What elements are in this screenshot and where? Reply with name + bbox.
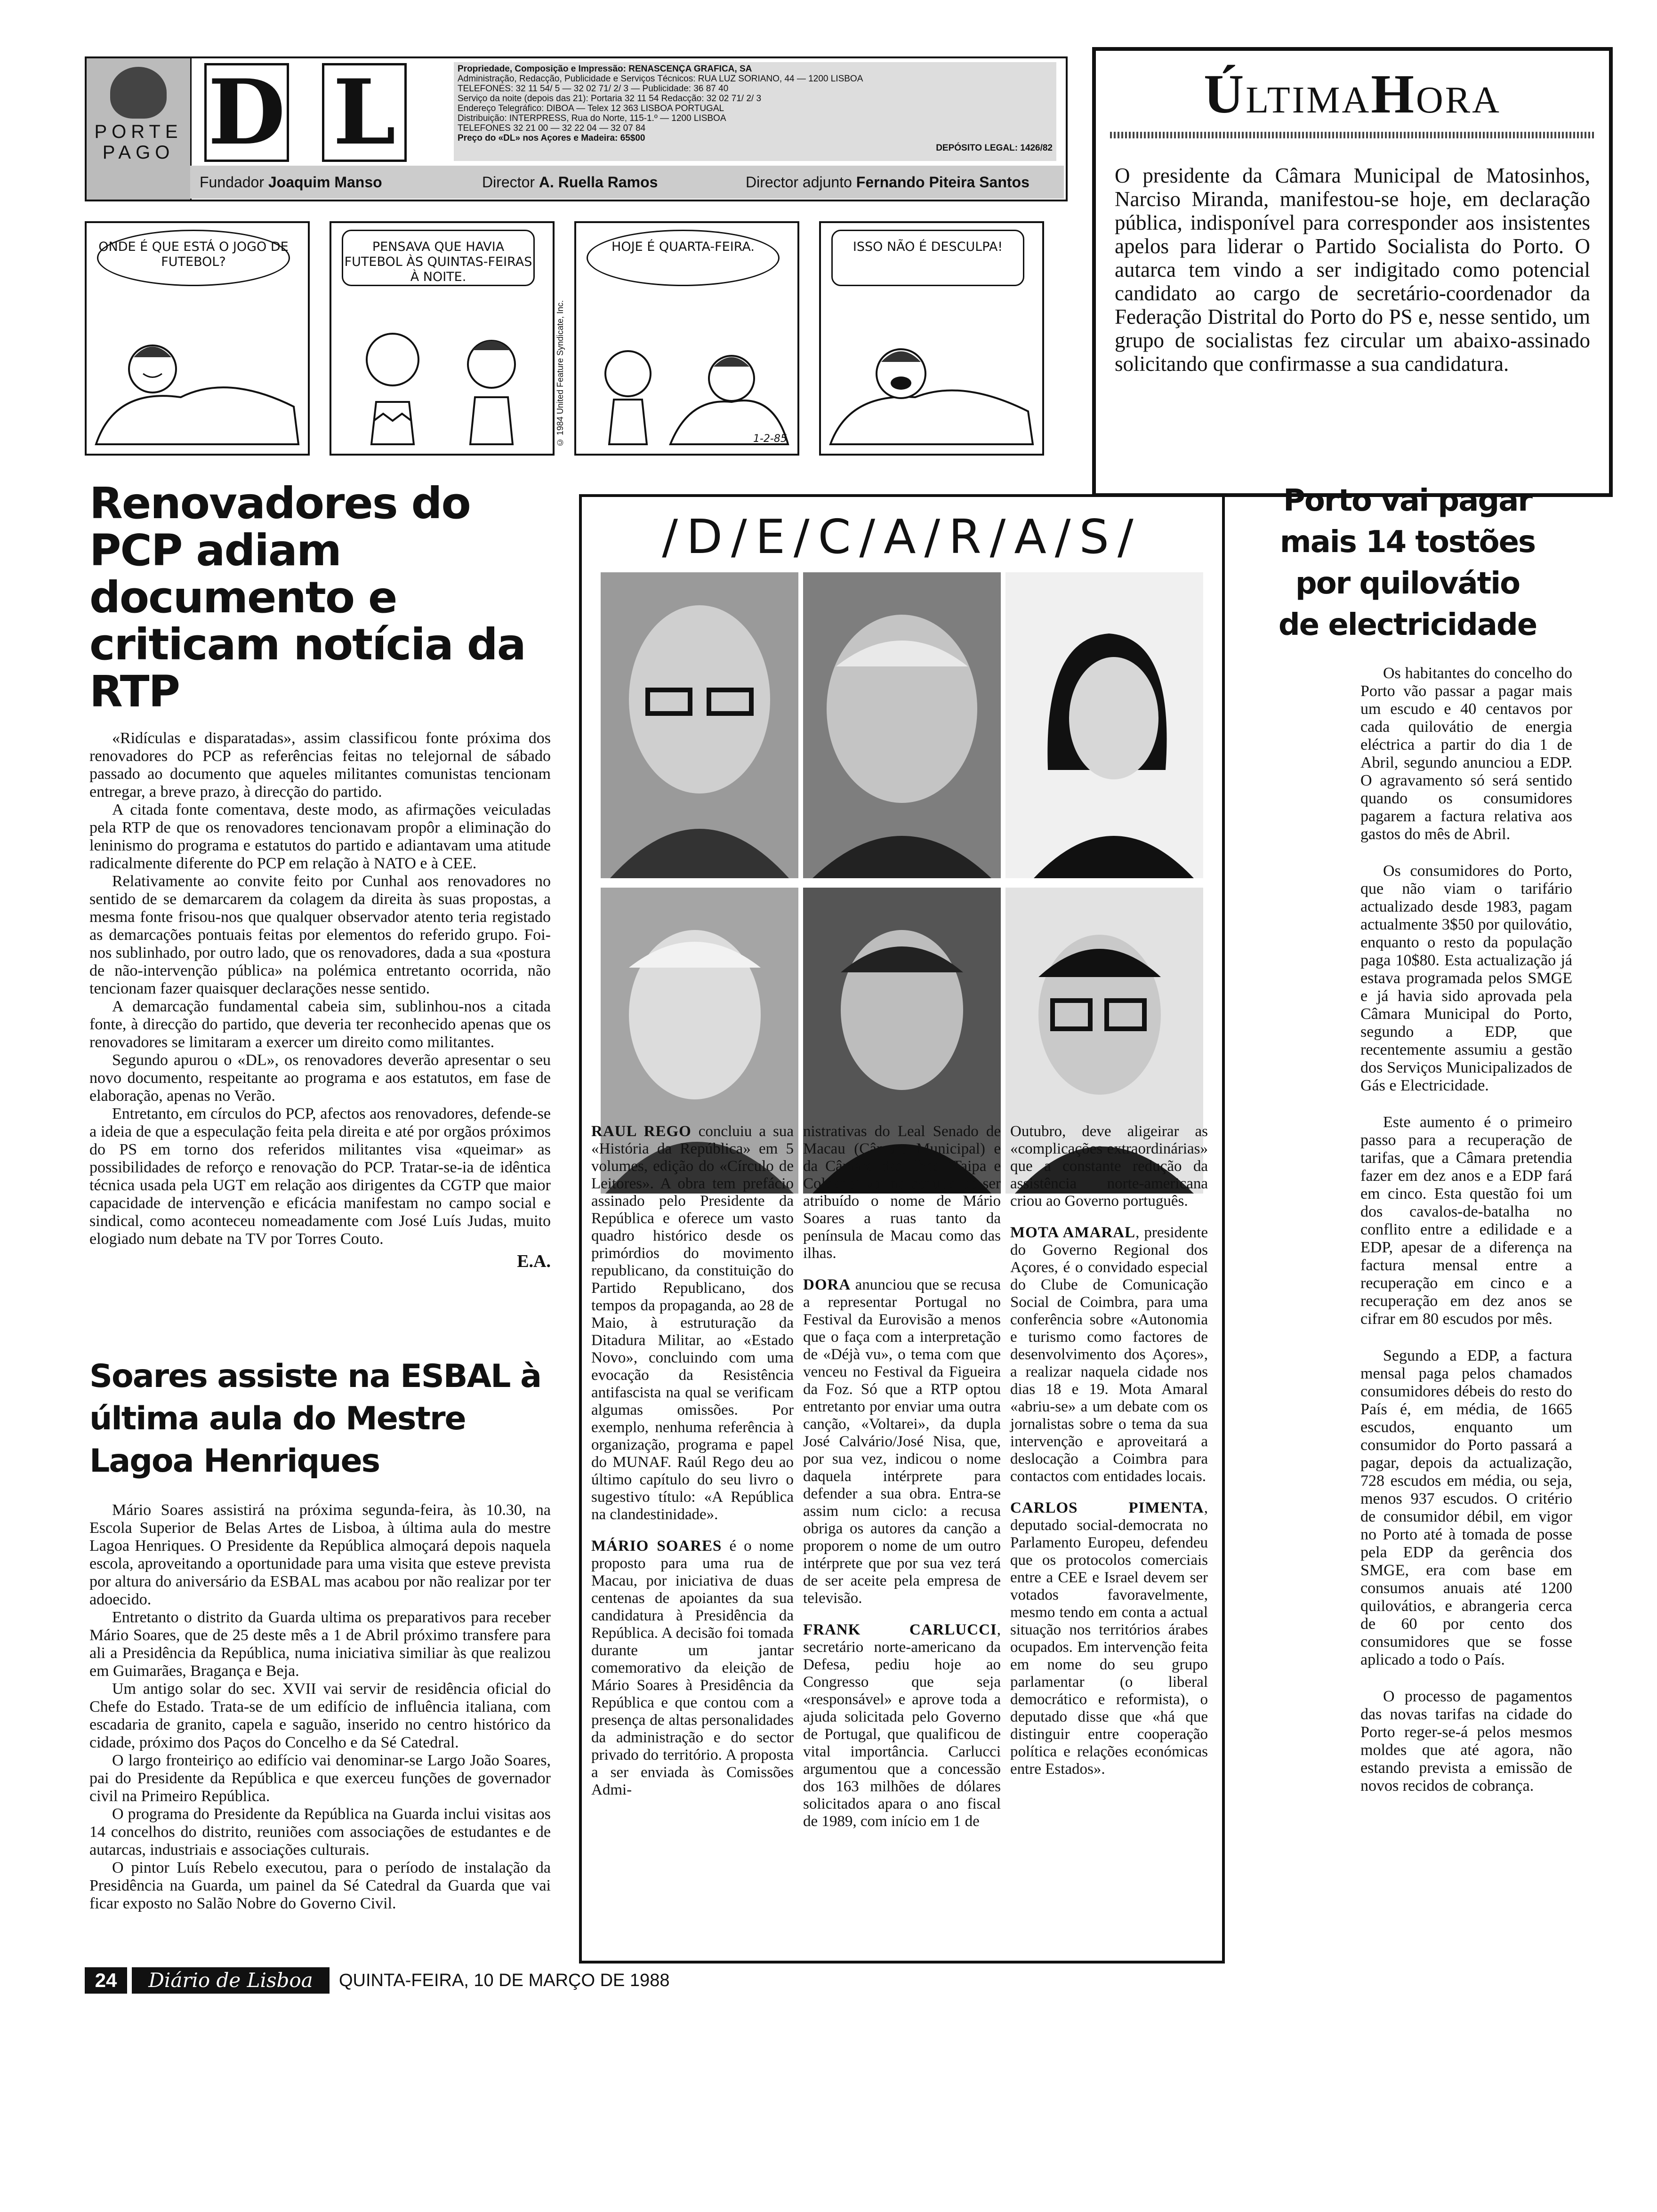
ultima-hora-text: O presidente da Câmara Municipal de Matosinhos, Narciso Miranda, manifestou-se hoje, em declaração pública, indisponível para corresponder aos insistentes apelos para liderar o Partido Socialista do Porto. O autarca tem vindo a ser indigitado como potencial candidato ao cargo de secretário-coordenador da Federação Distrital do Porto do PS e, nesse sentido, um grupo de socialistas fez circular um abaixo-assinado solicitando que confirmasse a sua candidatura. <box>1115 164 1590 376</box>
news-item <box>591 1538 794 1799</box>
article-body <box>1243 665 1572 1795</box>
item-text: Outubro, deve aligeirar as «complicações extraordinárias» que a constante redução da assistência norte-americana criou ao Governo português. <box>1010 1123 1208 1210</box>
ultima-hora-box <box>1092 47 1613 497</box>
lucy-lying-icon <box>87 303 308 454</box>
item-name: RAUL REGO <box>591 1123 692 1140</box>
info-line: TELEFONES: 32 11 54/ 5 — 32 02 71/ 2/ 3 — Publicidade: 36 87 40 <box>458 84 729 94</box>
paragraph: A demarcação fundamental cabeia sim, sublinhou-nos a citada fonte, à direcção do partido, que deveria ter reconhecido apenas que os renovadores se limitaram a exercer um direito como militantes. <box>89 998 551 1051</box>
comic-panel-3 <box>574 221 799 456</box>
news-item <box>803 1276 1001 1607</box>
news-item <box>1010 1224 1208 1485</box>
item-text: , deputado social-democrata no Parlamento Europeu, defendeu que os protocolos comerciais entre a CEE e Israel devem ser votados favoravelmente, mesmo tendo em conta a actual situação nos territórios árabes ocupados. Em intervenção feita em nome do seu grupo parlamentar (o liberal democrático e reformista), o deputado disse que «há que distinguir entre cooperação política e relações económicas entre Estados». <box>1010 1499 1208 1778</box>
porte-pago-label: PORTE PAGO <box>94 121 183 163</box>
paragraph: O largo fronteiriço ao edifício vai denominar-se Largo João Soares, pai do Presidente da República e que exerceu funções de governador civil na Primeiro República. <box>89 1752 551 1805</box>
item-text: , presidente do Governo Regional dos Açores, é o convidado especial do Clube de Comunicação Social de Coimbra, para uma conferência sobre «Autonomia e turismo como factores de desenvolvimento dos Açores», a realizar naquela cidade nos dias 18 e 19. Mota Amaral «abriu-se» a um debate com os jornalistas sobre o tema da sua intervenção e aproveitará a deslocação a Coimbra para contactos com entidades locais. <box>1010 1224 1208 1485</box>
paragraph: Entretanto, em círculos do PCP, afectos aos renovadores, defende-se a ideia de que a especulação feita pela direita e até por orgãos próximos do PS em torno dos referidos militantes visa «queimar» as possibilidades de reforço e renovação do PCP. Tratar-se-ia de idêntica técnica usada pela UGT em relação aos dirigentes da CGTP que maior capacidade de intervenção e eficácia manifestam no campo social e sindical, como aconteceu nomeadamente com José Luís Judas, muito elogiado num debate na TV por Torres Couto. <box>89 1105 551 1248</box>
speech-balloon: ONDE É QUE ESTÁ O JOGO DE FUTEBOL? <box>97 230 290 286</box>
paragraph: Os consumidores do Porto, que não viam o tarifário actualizado desde 1983, pagam actualmente 3$50 por quilovátio, enquanto o resto da população paga 10$80. Esta actualização já estava programada pelos SMGE e já havia sido aprovada pela Câmara Municipal do Porto, segundo a EDP, que recentemente assumiu a gestão dos Serviços Municipalizados de Gás e Electricidade. <box>1360 862 1572 1094</box>
item-text: é o nome proposto para uma rua de Macau, por iniciativa de duas centenas de apoiantes da sua candidatura à Presidência da República. A decisão foi tomada durante um jantar comemorativo da eleição de Mário Soares à Presidência da República e que contou com a presença de altas personalidades da administração e do sector privado do território. A proposta a ser enviada às Comissões Admi- <box>591 1538 794 1798</box>
logo-letter-l: L <box>322 63 407 162</box>
byline: E.A. <box>517 1251 551 1271</box>
director-name: A. Ruella Ramos <box>539 174 658 191</box>
title-ltima: LTIMA <box>1246 80 1371 121</box>
paragraph: «Ridículas e disparatadas», assim classificou fonte próxima dos renovadores do PCP as referências feitas no telejornal de sábado passado ao documento que aqueles militantes comunistas tencionam entregar, a breve prazo, à direcção do partido. <box>89 729 551 801</box>
item-name: FRANK CARLUCCI <box>803 1621 997 1638</box>
item-text: , secretário norte-americano da Defesa, pediu hoje ao Congresso que seja «responsável» e aprove toda a ajuda solicitada pelo Governo de Portugal, que qualificou de vital importância. Carlucci argumentou que a concessão dos 163 milhões de dólares solicitados apara o ano fiscal de 1989, com início em 1 de <box>803 1621 1001 1830</box>
title-ora: ORA <box>1416 80 1501 121</box>
info-line: TELEFONES 32 21 00 — 32 22 04 — 32 07 84 <box>458 123 646 133</box>
de-caras-title: /D/E/C/A/R/A/S/ <box>662 509 1142 564</box>
item-text: nistrativas do Leal Senado de Macau (Câmara Municipal) e da Câmara das Ilhas (Taipa e Coloane) vai no sentido de ser atribuído o nome de Mário Soares a ruas tanto da península de Macau como das ilhas. <box>803 1123 1001 1262</box>
fundador-label: Fundador <box>200 174 264 191</box>
paragraph: O pintor Luís Rebelo executou, para o período de instalação da Presidência na Guarda, um painel da Sé Catedral da Guarda que vai ficar exposto no Salão Nobre do Governo Civil. <box>89 1859 551 1912</box>
lucy-shouting-icon <box>821 303 1042 454</box>
comic-panel-1 <box>85 221 310 456</box>
info-line: Propriedade, Composição e Impressão: RENASCENÇA GRAFICA, SA <box>458 64 752 74</box>
portrait-photo <box>601 572 798 878</box>
de-caras-box <box>579 494 1225 1964</box>
page-footer <box>85 1967 734 1996</box>
speech-balloon: ISSO NÃO É DESCULPA! <box>831 230 1024 286</box>
masthead <box>85 56 1068 201</box>
title-u: Ú <box>1204 63 1246 125</box>
speech-balloon: HOJE É QUARTA-FEIRA. <box>587 230 780 286</box>
paragraph: Os habitantes do concelho do Porto vão passar a pagar mais um escudo e 40 centavos por cada quilovátio de energia eléctrica a partir do dia 1 de Abril, segundo anunciou a EDP. O agravamento só será sentido quando os consumidores pagarem a factura relativa aos gastos do mês de Abril. <box>1360 665 1572 843</box>
title-rule <box>1110 132 1595 138</box>
de-caras-column-1 <box>591 1123 794 1813</box>
paper-name: Diário de Lisboa <box>132 1967 330 1994</box>
paragraph: A citada fonte comentava, deste modo, as afirmações veiculadas pela RTP de que os renovadores tencionavam propôr a eliminação do leninismo do programa e estatutos do partido e adiantavam uma atitude radicalmente diferente do PCP em relação à NATO e à CEE. <box>89 801 551 872</box>
logo-letter-d: D <box>204 63 289 162</box>
news-item <box>591 1123 794 1523</box>
masthead-info <box>454 62 1056 161</box>
news-item <box>803 1621 1001 1830</box>
portrait-photo <box>1005 572 1203 878</box>
info-line: Endereço Telegráfico: DIBOA — Telex 12 363 LISBOA PORTUGAL <box>458 104 724 113</box>
title-h: H <box>1371 63 1416 125</box>
article-body <box>89 1501 551 1913</box>
adjunto-label: Director adjunto <box>746 174 852 191</box>
paragraph: Segundo a EDP, a factura mensal paga pelos chamados consumidores débeis do resto do País é, em média, de 1665 escudos, enquanto um consumidor do Porto passará a pagar, depois da actualização, 728 escudos em média, ou seja, menos 937 escudos. O critério de consumidor débil, em vigor no Porto até à tomada de posse pela EDP da gerência dos SMGE, era com base em consumos anuais até 1200 quilovátios, e abrangeria cerca de 60 por cento dos consumidores que se fosse aplicado a todo o País. <box>1360 1347 1572 1668</box>
paragraph: Relativamente ao convite feito por Cunhal aos renovadores no sentido de se demarcarem da colagem da direita às suas propostas, a mesma fonte frisou-nos que qualquer observador atento teria registado as demarcações pontuais feitas por elementos do referido grupo. Foi-nos sublinhado, por outro lado, que os renovadores, dada a sua «postura de não-intervenção pública» na polémica entretanto ocorrida, não tencionam fazer quaisquer declarações nesse sentido. <box>89 873 551 997</box>
item-text: anunciou que se recusa a representar Portugal no Festival da Eurovisão a menos que o faça com a interpretação de «Déjà vu», o tema com que venceu no Festival da Figueira da Foz. Só que a RTP optou entretanto por enviar uma outra canção, «Voltarei», da dupla José Calvário/José Nisa, que, por sua vez, indicou o nome daquela intérprete para defender a sua obra. Entra-se assim num ciclo: a recusa obriga os autores da canção a proporem o nome de um outro intérprete que por sua vez terá de ser aceite pela empresa de televisão. <box>803 1276 1001 1607</box>
paragraph: Um antigo solar do sec. XVII vai servir de residência oficial do Chefe do Estado. Trata-se de um edifício de influência italiana, com escadaria de granito, capela e saguão, inserido no centro histórico da cidade, próximo dos Paços do Concelho e da Sé Catedral. <box>89 1680 551 1751</box>
comic-panel-2 <box>330 221 555 456</box>
issue-date: QUINTA-FEIRA, 10 DE MARÇO DE 1988 <box>339 1971 670 1990</box>
news-item <box>1010 1499 1208 1778</box>
info-line: Serviço da noite (depois das 21): Portaria 32 11 54 Redacção: 32 02 71/ 2/ 3 <box>458 94 762 104</box>
de-caras-column-2 <box>803 1123 1001 1844</box>
director-label: Director <box>482 174 535 191</box>
fundador-name: Joaquim Manso <box>268 174 382 191</box>
info-line: Administração, Redacção, Publicidade e Serviços Técnicos: RUA LUZ SORIANO, 44 — 1200 LISBOA <box>458 74 863 84</box>
item-name: MÁRIO SOARES <box>591 1538 722 1555</box>
article-body <box>89 729 551 1248</box>
speech-balloon: PENSAVA QUE HAVIA FUTEBOL ÀS QUINTAS-FEIRAS À NOITE. <box>342 230 535 286</box>
de-caras-column-3 <box>1010 1123 1208 1792</box>
coat-of-arms-icon <box>110 67 167 119</box>
porte-pago-stamp <box>87 58 192 200</box>
portrait-photo <box>803 572 1001 878</box>
article-headline: Renovadores do PCP adiam documento e criticam notícia da RTP <box>89 478 525 717</box>
page-number: 24 <box>85 1967 127 1994</box>
paragraph: Entretanto o distrito da Guarda ultima os preparativos para receber Mário Soares, que de 25 deste mês a 1 de Abril próximo transfere para ali a Presidência da República, numa iniciativa similiar às que realizou em Guimarães, Bragança e Beja. <box>89 1609 551 1680</box>
deposito-legal: DEPÓSITO LEGAL: 1426/82 <box>936 143 1053 153</box>
paragraph: O programa do Presidente da República na Guarda inclui visitas aos 14 concelhos do distrito, reuniões com associações de estudantes e de autarcas, industriais e associações culturais. <box>89 1805 551 1859</box>
article-headline: Soares assiste na ESBAL à última aula do Mestre Lagoa Henriques <box>89 1358 541 1480</box>
comic-strip <box>85 221 1064 457</box>
article-headline: Porto vai pagar mais 14 tostões por quilovátio de electricidade <box>1278 483 1537 642</box>
paragraph: Segundo apurou o «DL», os renovadores deverão apresentar o seu novo documento, respeitante ao programa e aos estatutos, em fase de elaboração, apenas no Verão. <box>89 1051 551 1105</box>
item-text: concluiu a sua «História da República» em 5 volumes, edição do «Círculo de Leitores». A obra tem prefácio assinado pelo Presidente da República e oferece um vasto quadro histórico desde os primórdios do movimento republicano, da constituição do Partido Republicano, dos tempos da propaganda, ao 28 de Maio, à estruturação da Ditadura Militar, ao «Estado Novo», concluindo com uma evocação da Resistência antifascista na qual se verificam algumas omissões. Por exemplo, nenhuma referência à organização, programa e papel do MUNAF. Raúl Rego deu ao último capítulo do seu livro o sugestivo título: «A República na clandestinidade». <box>591 1123 794 1523</box>
paragraph: Mário Soares assistirá na próxima segunda-feira, às 10.30, na Escola Superior de Belas Artes de Lisboa, à última aula do mestre Lagoa Henriques. O Presidente da República almoçará depois naquela escola, aproveitando a oportunidade para uma visita que esteve prevista por altura do aniversário da ESBAL mas acabou por não realizar por ter adoecido. <box>89 1501 551 1608</box>
article-porto <box>1243 480 1572 1795</box>
adjunto-name: Fernando Piteira Santos <box>856 174 1030 191</box>
item-name: DORA <box>803 1276 851 1293</box>
article-soares <box>89 1355 551 1913</box>
ultima-hora-title <box>1110 61 1595 127</box>
news-item <box>803 1123 1001 1262</box>
news-item <box>1010 1123 1208 1210</box>
item-name: MOTA AMARAL <box>1010 1224 1136 1241</box>
lucy-sitting-icon <box>576 303 797 454</box>
article-pcp <box>89 480 551 1272</box>
info-line: Distribuição: INTERPRESS, Rua do Norte, 115-1.º — 1200 LISBOA <box>458 113 726 123</box>
item-name: CARLOS PIMENTA <box>1010 1499 1204 1516</box>
comic-copyright: © 1984 United Feature Syndicate, Inc. <box>555 300 565 447</box>
charlie-brown-icon <box>331 303 553 454</box>
comic-date: 1-2-85 <box>753 433 787 445</box>
masthead-credits <box>190 166 1064 199</box>
comic-panel-4 <box>819 221 1044 456</box>
paragraph: Este aumento é o primeiro passo para a recuperação de tarifas, que a Câmara pretendia fazer em dez anos e a EDP fará em cinco. Esta questão foi um dos cavalos-de-batalha no conflito entre a edilidade e a EDP, apesar de a diferença na factura mensal entre a recuperação em cinco e a recuperação em dez anos se cifrar em 80 escudos por mês. <box>1360 1114 1572 1328</box>
info-line: Preço do «DL» nos Açores e Madeira: 65$00 <box>458 133 645 143</box>
paragraph: O processo de pagamentos das novas tarifas na cidade do Porto reger-se-á pelos mesmos moldes que até agora, não estando prevista a emissão de novos recidos de cobrança. <box>1360 1688 1572 1795</box>
